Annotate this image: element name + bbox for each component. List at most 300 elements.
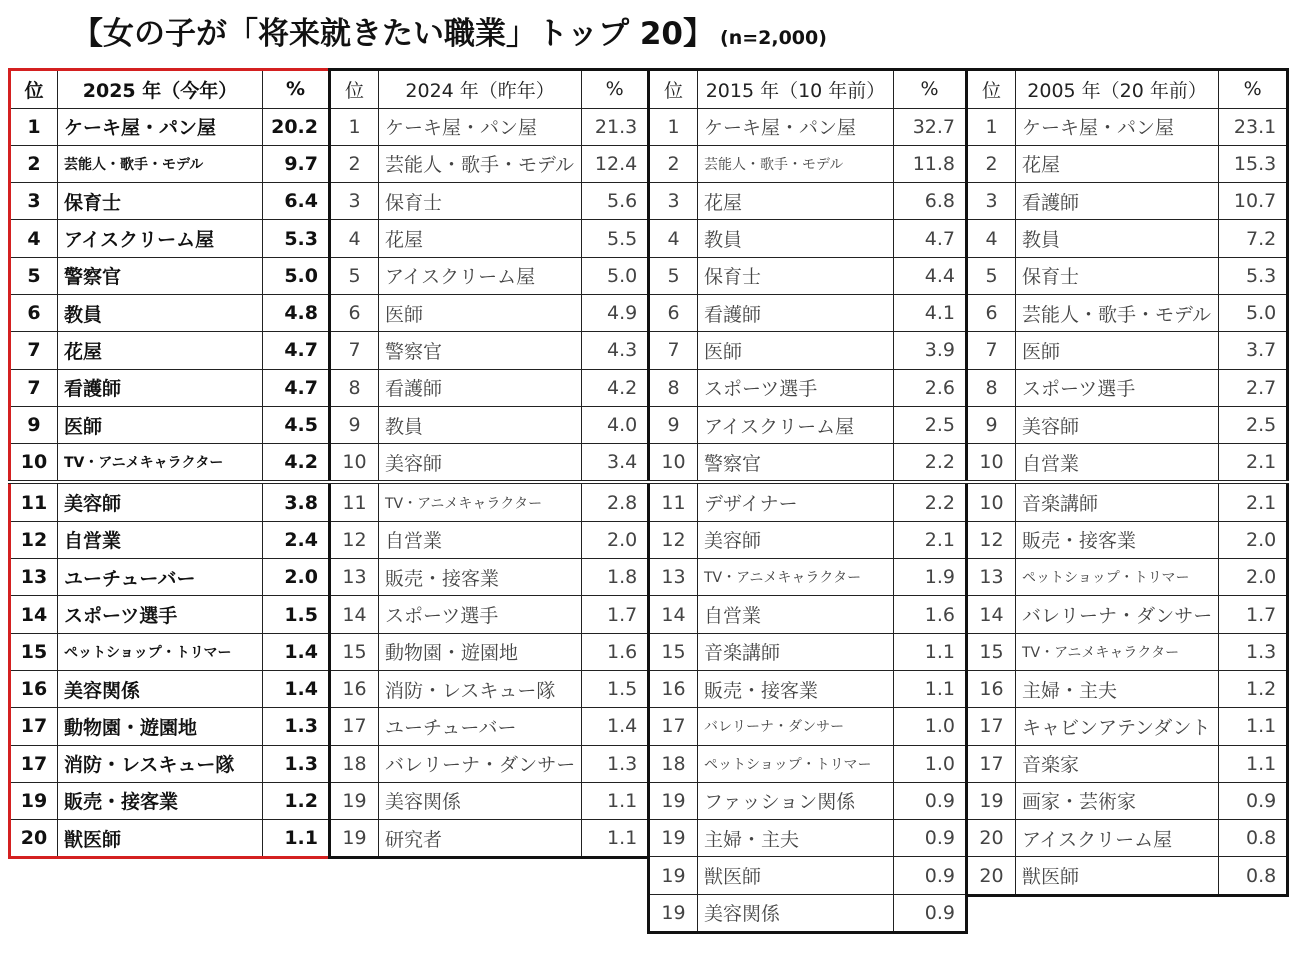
percent-cell: 4.2 xyxy=(582,369,649,406)
percent-cell: 1.1 xyxy=(894,633,967,670)
occupation-cell: TV・アニメキャラクター xyxy=(1016,633,1219,670)
percent-cell: 20.2 xyxy=(263,108,330,145)
percent-cell: 1.3 xyxy=(582,745,649,782)
rank-cell: 19 xyxy=(649,857,698,894)
percent-cell: 4.9 xyxy=(582,294,649,331)
rank-cell: 9 xyxy=(330,406,379,443)
occupation-cell: 警察官 xyxy=(58,257,263,294)
occupation-cell: 看護師 xyxy=(698,294,894,331)
table-row xyxy=(10,670,330,707)
occupation-cell: 美容師 xyxy=(1016,406,1219,443)
percent-cell: 3.9 xyxy=(894,332,967,369)
rank-cell: 10 xyxy=(10,444,58,483)
percent-cell: 1.3 xyxy=(263,708,330,745)
occupation-cell: スポーツ選手 xyxy=(58,596,263,633)
table-row xyxy=(967,482,1288,521)
percent-cell: 0.9 xyxy=(894,782,967,819)
sample-size: (n=2,000) xyxy=(720,27,827,49)
occupation-cell: ケーキ屋・パン屋 xyxy=(698,108,894,145)
rank-cell: 17 xyxy=(330,708,379,745)
occupation-cell: ファッション関係 xyxy=(698,782,894,819)
occupation-cell: 警察官 xyxy=(379,332,582,369)
rank-cell: 12 xyxy=(649,521,698,558)
percent-cell: 2.8 xyxy=(582,482,649,521)
occupation-cell: 自営業 xyxy=(1016,444,1219,483)
rank-cell: 4 xyxy=(330,220,379,257)
table-row xyxy=(967,444,1288,483)
table-row xyxy=(330,183,649,220)
occupation-cell: 獣医師 xyxy=(698,857,894,894)
occupation-cell: ペットショップ・トリマー xyxy=(58,633,263,670)
rank-cell: 5 xyxy=(967,257,1016,294)
percent-cell: 1.1 xyxy=(582,820,649,858)
rank-cell: 12 xyxy=(967,521,1016,558)
percent-cell: 5.0 xyxy=(263,257,330,294)
rank-cell: 3 xyxy=(967,183,1016,220)
table-row xyxy=(649,482,967,521)
table-row xyxy=(649,444,967,483)
rank-cell: 9 xyxy=(649,406,698,443)
table-row xyxy=(967,596,1288,633)
percent-cell: 1.9 xyxy=(894,559,967,596)
table-row xyxy=(330,559,649,596)
table-row xyxy=(649,708,967,745)
table-row xyxy=(967,108,1288,145)
occupation-cell: ケーキ屋・パン屋 xyxy=(58,108,263,145)
rank-cell: 19 xyxy=(649,894,698,932)
header-occupation-cell: 2024 年（昨年） xyxy=(379,70,582,109)
percent-cell: 0.9 xyxy=(1219,782,1288,819)
rank-cell: 2 xyxy=(967,145,1016,182)
table-row xyxy=(10,559,330,596)
rank-cell: 17 xyxy=(10,745,58,782)
percent-cell: 1.4 xyxy=(263,670,330,707)
table-row xyxy=(649,857,967,894)
percent-cell: 1.5 xyxy=(582,670,649,707)
occupation-cell: 美容師 xyxy=(698,521,894,558)
rank-cell: 10 xyxy=(967,482,1016,521)
table-row xyxy=(649,332,967,369)
table-row xyxy=(649,406,967,443)
percent-cell: 1.8 xyxy=(582,559,649,596)
occupation-cell: 花屋 xyxy=(379,220,582,257)
rank-cell: 10 xyxy=(967,444,1016,483)
percent-cell: 1.1 xyxy=(263,820,330,858)
percent-cell: 0.8 xyxy=(1219,820,1288,857)
table-row xyxy=(10,633,330,670)
header-occupation-cell: 2025 年（今年） xyxy=(58,70,263,109)
occupation-cell: 保育士 xyxy=(379,183,582,220)
rank-cell: 6 xyxy=(649,294,698,331)
rank-cell: 8 xyxy=(330,369,379,406)
table-row xyxy=(649,670,967,707)
occupation-cell: 画家・芸術家 xyxy=(1016,782,1219,819)
table-row xyxy=(10,220,330,257)
rank-cell: 5 xyxy=(330,257,379,294)
rank-cell: 12 xyxy=(330,521,379,558)
percent-cell: 3.8 xyxy=(263,482,330,521)
rank-cell: 11 xyxy=(649,482,698,521)
occupation-cell: アイスクリーム屋 xyxy=(698,406,894,443)
rank-cell: 3 xyxy=(330,183,379,220)
rank-cell: 13 xyxy=(10,559,58,596)
table-row xyxy=(967,633,1288,670)
table-row xyxy=(967,782,1288,819)
rank-cell: 6 xyxy=(967,294,1016,331)
percent-cell: 0.9 xyxy=(894,894,967,932)
percent-cell: 3.4 xyxy=(582,444,649,483)
occupation-cell: アイスクリーム屋 xyxy=(58,220,263,257)
percent-cell: 5.0 xyxy=(1219,294,1288,331)
rank-cell: 19 xyxy=(649,820,698,857)
table-row xyxy=(10,745,330,782)
percent-cell: 10.7 xyxy=(1219,183,1288,220)
occupation-cell: ユーチューバー xyxy=(379,708,582,745)
table-row xyxy=(967,708,1288,745)
occupation-cell: 芸能人・歌手・モデル xyxy=(1016,294,1219,331)
table-row xyxy=(649,782,967,819)
rank-cell: 19 xyxy=(967,782,1016,819)
table-row xyxy=(330,596,649,633)
table-row xyxy=(649,596,967,633)
occupation-cell: バレリーナ・ダンサー xyxy=(698,708,894,745)
percent-cell: 4.7 xyxy=(894,220,967,257)
table-row xyxy=(649,820,967,857)
rank-cell: 4 xyxy=(649,220,698,257)
occupation-cell: 教員 xyxy=(698,220,894,257)
occupation-cell: ペットショップ・トリマー xyxy=(698,745,894,782)
occupation-cell: デザイナー xyxy=(698,482,894,521)
table-row xyxy=(330,406,649,443)
table-row xyxy=(330,820,649,858)
occupation-cell: 販売・接客業 xyxy=(379,559,582,596)
ranking-table-2025 xyxy=(8,68,331,859)
ranking-table-2024 xyxy=(328,68,650,859)
occupation-cell: 主婦・主夫 xyxy=(698,820,894,857)
table-row xyxy=(967,521,1288,558)
occupation-cell: スポーツ選手 xyxy=(379,596,582,633)
title-text: 【女の子が「将来就きたい職業」トップ 20】 xyxy=(72,16,715,52)
occupation-cell: 消防・レスキュー隊 xyxy=(379,670,582,707)
table-row xyxy=(330,782,649,819)
header-row xyxy=(967,70,1288,109)
table-row xyxy=(649,145,967,182)
occupation-cell: ケーキ屋・パン屋 xyxy=(379,108,582,145)
rank-cell: 16 xyxy=(649,670,698,707)
table-row xyxy=(330,708,649,745)
occupation-cell: 美容関係 xyxy=(58,670,263,707)
rank-cell: 7 xyxy=(330,332,379,369)
occupation-cell: 保育士 xyxy=(698,257,894,294)
occupation-cell: 販売・接客業 xyxy=(58,782,263,819)
percent-cell: 1.1 xyxy=(894,670,967,707)
percent-cell: 6.4 xyxy=(263,183,330,220)
table-row xyxy=(10,145,330,182)
occupation-cell: 動物園・遊園地 xyxy=(58,708,263,745)
rank-cell: 11 xyxy=(330,482,379,521)
percent-cell: 2.5 xyxy=(1219,406,1288,443)
occupation-cell: 芸能人・歌手・モデル xyxy=(379,145,582,182)
table-row xyxy=(10,369,330,406)
occupation-cell: バレリーナ・ダンサー xyxy=(1016,596,1219,633)
occupation-cell: 美容師 xyxy=(58,482,263,521)
percent-cell: 2.6 xyxy=(894,369,967,406)
occupation-cell: 医師 xyxy=(698,332,894,369)
rank-cell: 4 xyxy=(10,220,58,257)
rank-cell: 20 xyxy=(10,820,58,858)
header-occupation-cell: 2005 年（20 年前） xyxy=(1016,70,1219,109)
table-row xyxy=(649,294,967,331)
rank-cell: 6 xyxy=(10,294,58,331)
table-row xyxy=(967,745,1288,782)
rank-cell: 13 xyxy=(649,559,698,596)
occupation-cell: 自営業 xyxy=(58,521,263,558)
percent-cell: 4.0 xyxy=(582,406,649,443)
occupation-cell: 獣医師 xyxy=(1016,857,1219,895)
table-row xyxy=(649,257,967,294)
rank-cell: 19 xyxy=(10,782,58,819)
table-row xyxy=(967,332,1288,369)
occupation-cell: 販売・接客業 xyxy=(698,670,894,707)
table-row xyxy=(649,745,967,782)
header-percent-cell: % xyxy=(894,70,967,109)
table-row xyxy=(10,406,330,443)
occupation-cell: 花屋 xyxy=(698,183,894,220)
rank-cell: 17 xyxy=(967,745,1016,782)
occupation-cell: 花屋 xyxy=(58,332,263,369)
table-row xyxy=(10,108,330,145)
table-row xyxy=(967,257,1288,294)
table-row xyxy=(967,820,1288,857)
rank-cell: 17 xyxy=(967,708,1016,745)
percent-cell: 0.9 xyxy=(894,820,967,857)
percent-cell: 1.7 xyxy=(582,596,649,633)
percent-cell: 2.1 xyxy=(894,521,967,558)
header-percent-cell: % xyxy=(1219,70,1288,109)
rank-cell: 13 xyxy=(330,559,379,596)
occupation-cell: 保育士 xyxy=(58,183,263,220)
rank-cell: 3 xyxy=(10,183,58,220)
ranking-table-2005 xyxy=(965,68,1289,897)
percent-cell: 21.3 xyxy=(582,108,649,145)
rank-cell: 9 xyxy=(10,406,58,443)
rank-cell: 20 xyxy=(967,857,1016,895)
table-row xyxy=(967,559,1288,596)
header-percent-cell: % xyxy=(263,70,330,109)
percent-cell: 1.3 xyxy=(263,745,330,782)
table-row xyxy=(330,521,649,558)
percent-cell: 1.7 xyxy=(1219,596,1288,633)
percent-cell: 1.6 xyxy=(582,633,649,670)
percent-cell: 5.5 xyxy=(582,220,649,257)
occupation-cell: 主婦・主夫 xyxy=(1016,670,1219,707)
table-row xyxy=(10,521,330,558)
rank-cell: 1 xyxy=(967,108,1016,145)
occupation-cell: 販売・接客業 xyxy=(1016,521,1219,558)
table-row xyxy=(10,596,330,633)
rank-cell: 13 xyxy=(967,559,1016,596)
table-row xyxy=(649,369,967,406)
percent-cell: 5.3 xyxy=(263,220,330,257)
table-row xyxy=(330,444,649,483)
occupation-cell: スポーツ選手 xyxy=(698,369,894,406)
percent-cell: 2.1 xyxy=(1219,482,1288,521)
percent-cell: 1.2 xyxy=(263,782,330,819)
rank-cell: 10 xyxy=(330,444,379,483)
header-row xyxy=(649,70,967,109)
percent-cell: 5.0 xyxy=(582,257,649,294)
percent-cell: 2.7 xyxy=(1219,369,1288,406)
percent-cell: 5.3 xyxy=(1219,257,1288,294)
percent-cell: 1.1 xyxy=(582,782,649,819)
table-row xyxy=(330,745,649,782)
page-title xyxy=(72,8,827,53)
rank-cell: 15 xyxy=(330,633,379,670)
table-row xyxy=(330,633,649,670)
percent-cell: 2.1 xyxy=(1219,444,1288,483)
table-row xyxy=(10,294,330,331)
rank-cell: 5 xyxy=(649,257,698,294)
table-row xyxy=(330,220,649,257)
occupation-cell: 教員 xyxy=(58,294,263,331)
rank-cell: 2 xyxy=(10,145,58,182)
ranking-table-2015 xyxy=(647,68,968,934)
occupation-cell: ケーキ屋・パン屋 xyxy=(1016,108,1219,145)
percent-cell: 2.2 xyxy=(894,482,967,521)
percent-cell: 1.0 xyxy=(894,745,967,782)
table-row xyxy=(330,294,649,331)
rank-cell: 12 xyxy=(10,521,58,558)
percent-cell: 7.2 xyxy=(1219,220,1288,257)
rank-cell: 7 xyxy=(10,332,58,369)
table-row xyxy=(10,820,330,858)
occupation-cell: 警察官 xyxy=(698,444,894,483)
percent-cell: 1.1 xyxy=(1219,708,1288,745)
table-row xyxy=(649,633,967,670)
header-percent-cell: % xyxy=(582,70,649,109)
percent-cell: 1.5 xyxy=(263,596,330,633)
percent-cell: 1.1 xyxy=(1219,745,1288,782)
header-rank-cell: 位 xyxy=(649,70,698,109)
header-rank-cell: 位 xyxy=(967,70,1016,109)
table-row xyxy=(967,857,1288,895)
rank-cell: 19 xyxy=(330,782,379,819)
table-row xyxy=(10,332,330,369)
percent-cell: 9.7 xyxy=(263,145,330,182)
occupation-cell: 医師 xyxy=(379,294,582,331)
table-row xyxy=(967,145,1288,182)
rank-cell: 15 xyxy=(649,633,698,670)
rank-cell: 4 xyxy=(967,220,1016,257)
percent-cell: 11.8 xyxy=(894,145,967,182)
occupation-cell: TV・アニメキャラクター xyxy=(698,559,894,596)
percent-cell: 1.3 xyxy=(1219,633,1288,670)
percent-cell: 2.4 xyxy=(263,521,330,558)
occupation-cell: 音楽講師 xyxy=(698,633,894,670)
percent-cell: 4.4 xyxy=(894,257,967,294)
occupation-cell: TV・アニメキャラクター xyxy=(58,444,263,483)
occupation-cell: バレリーナ・ダンサー xyxy=(379,745,582,782)
table-row xyxy=(10,708,330,745)
rank-cell: 7 xyxy=(967,332,1016,369)
header-occupation-cell: 2015 年（10 年前） xyxy=(698,70,894,109)
table-row xyxy=(10,782,330,819)
occupation-cell: 獣医師 xyxy=(58,820,263,858)
percent-cell: 2.0 xyxy=(582,521,649,558)
table-row xyxy=(967,369,1288,406)
percent-cell: 6.8 xyxy=(894,183,967,220)
rank-cell: 19 xyxy=(649,782,698,819)
rank-cell: 9 xyxy=(967,406,1016,443)
percent-cell: 2.5 xyxy=(894,406,967,443)
rank-cell: 18 xyxy=(649,745,698,782)
rank-cell: 10 xyxy=(649,444,698,483)
percent-cell: 1.4 xyxy=(263,633,330,670)
table-row xyxy=(10,444,330,483)
occupation-cell: ペットショップ・トリマー xyxy=(1016,559,1219,596)
rank-cell: 14 xyxy=(330,596,379,633)
percent-cell: 4.7 xyxy=(263,332,330,369)
rank-cell: 16 xyxy=(10,670,58,707)
rank-cell: 1 xyxy=(330,108,379,145)
percent-cell: 15.3 xyxy=(1219,145,1288,182)
rank-cell: 7 xyxy=(649,332,698,369)
rank-cell: 16 xyxy=(330,670,379,707)
table-row xyxy=(649,559,967,596)
percent-cell: 0.8 xyxy=(1219,857,1288,895)
rank-cell: 18 xyxy=(330,745,379,782)
occupation-cell: スポーツ選手 xyxy=(1016,369,1219,406)
table-row xyxy=(967,220,1288,257)
percent-cell: 5.6 xyxy=(582,183,649,220)
table-row xyxy=(330,369,649,406)
occupation-cell: 音楽講師 xyxy=(1016,482,1219,521)
percent-cell: 12.4 xyxy=(582,145,649,182)
occupation-cell: 芸能人・歌手・モデル xyxy=(698,145,894,182)
table-row xyxy=(330,257,649,294)
occupation-cell: 消防・レスキュー隊 xyxy=(58,745,263,782)
rank-cell: 17 xyxy=(649,708,698,745)
percent-cell: 1.4 xyxy=(582,708,649,745)
occupation-cell: 芸能人・歌手・モデル xyxy=(58,145,263,182)
table-row xyxy=(330,108,649,145)
table-row xyxy=(649,894,967,932)
occupation-cell: 看護師 xyxy=(379,369,582,406)
table-row xyxy=(330,670,649,707)
rank-cell: 1 xyxy=(10,108,58,145)
occupation-cell: 医師 xyxy=(58,406,263,443)
percent-cell: 1.0 xyxy=(894,708,967,745)
rank-cell: 14 xyxy=(967,596,1016,633)
rank-cell: 6 xyxy=(330,294,379,331)
percent-cell: 32.7 xyxy=(894,108,967,145)
percent-cell: 4.1 xyxy=(894,294,967,331)
table-row xyxy=(967,294,1288,331)
percent-cell: 1.2 xyxy=(1219,670,1288,707)
occupation-cell: キャビンアテンダント xyxy=(1016,708,1219,745)
occupation-cell: 美容関係 xyxy=(379,782,582,819)
table-row xyxy=(967,406,1288,443)
rank-cell: 14 xyxy=(649,596,698,633)
table-row xyxy=(649,108,967,145)
rank-cell: 17 xyxy=(10,708,58,745)
rank-cell: 15 xyxy=(10,633,58,670)
rank-cell: 8 xyxy=(649,369,698,406)
occupation-cell: 看護師 xyxy=(1016,183,1219,220)
rank-cell: 2 xyxy=(649,145,698,182)
table-row xyxy=(10,183,330,220)
rank-cell: 7 xyxy=(10,369,58,406)
